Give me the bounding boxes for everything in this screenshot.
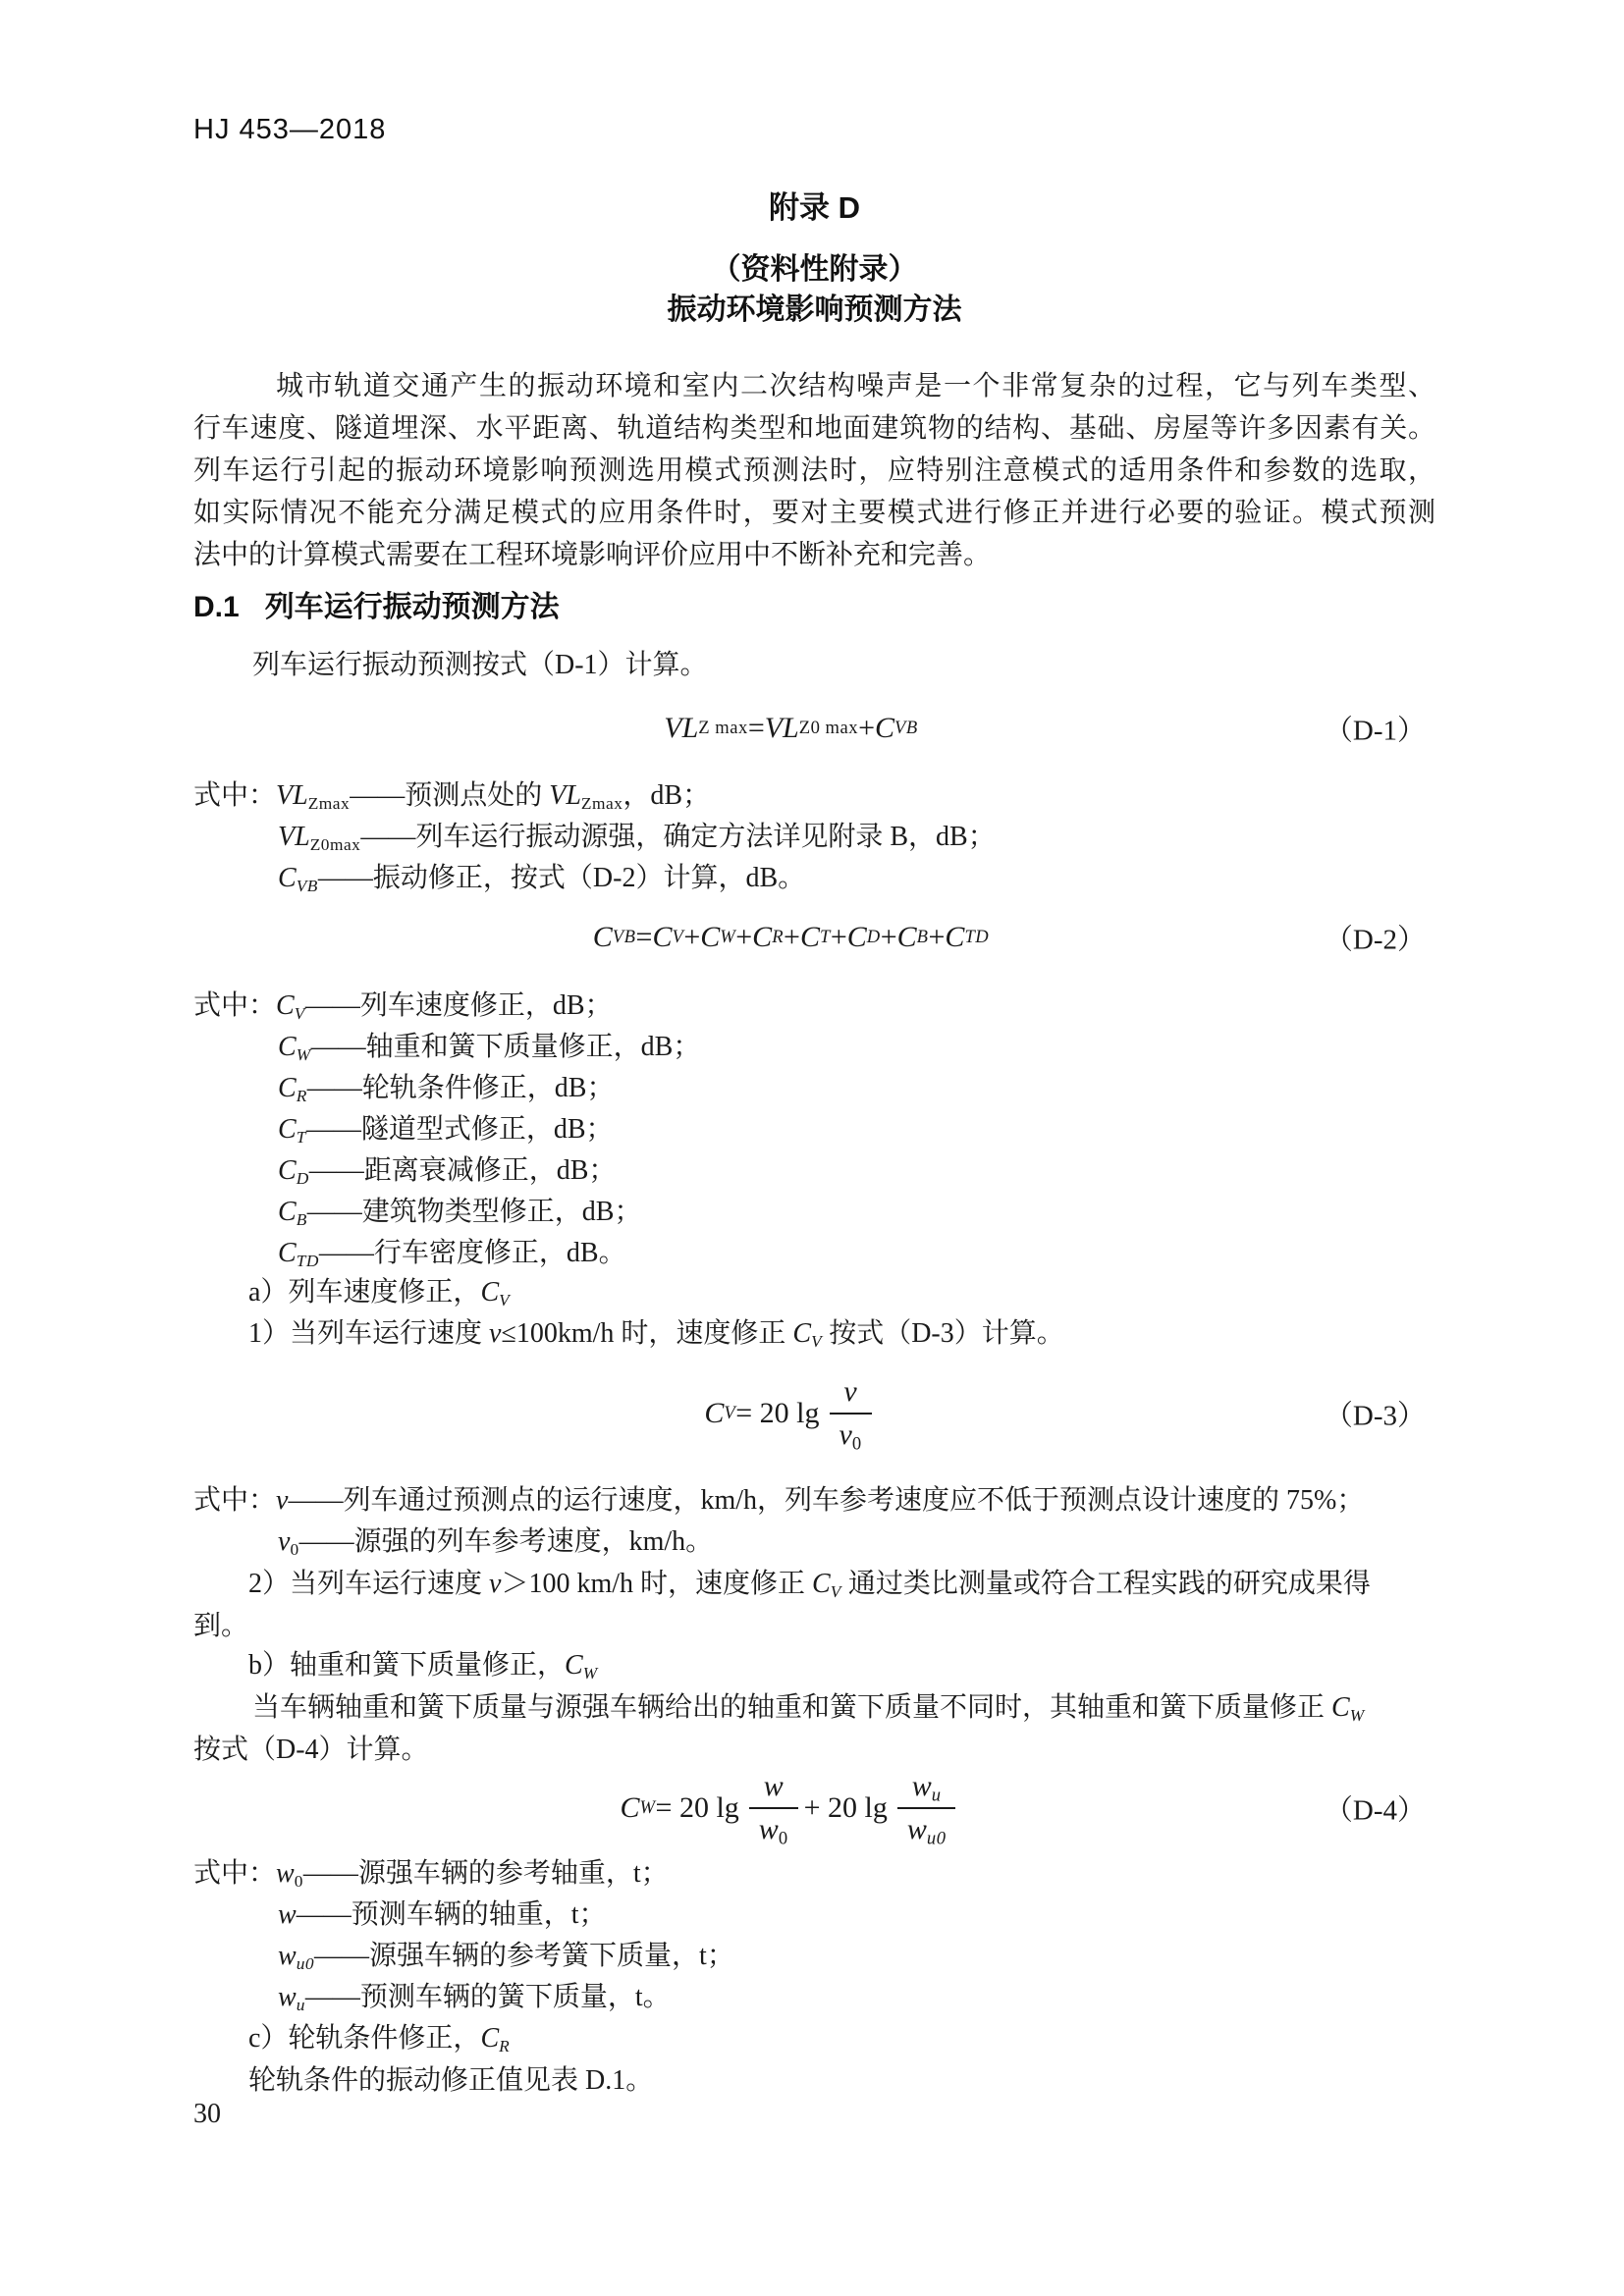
standard-number-header: HJ 453—2018 bbox=[193, 114, 387, 145]
text-segment: 轮轨条件的振动修正值见表 D.1。 bbox=[248, 2065, 654, 2096]
math-symbol: C bbox=[278, 1197, 297, 1227]
intro-line: 列车运行引起的振动环境影响预测选用模式预测法时，应特别注意模式的适用条件和参数的选取， bbox=[193, 455, 1435, 486]
math-symbol: C bbox=[896, 921, 917, 953]
item-b-para-line1 bbox=[193, 1686, 1435, 1729]
math-symbol: C bbox=[846, 921, 867, 953]
text-segment: ——源强车辆的参考簧下质量，t； bbox=[314, 1941, 734, 1971]
equation-number-d1: （D-1） bbox=[1324, 715, 1426, 747]
text-segment: = bbox=[747, 712, 765, 744]
math-fraction bbox=[749, 1770, 798, 1849]
text-segment: + bbox=[830, 921, 847, 953]
math-symbol: w bbox=[758, 1813, 779, 1845]
text-segment: c）轮轨条件修正， bbox=[248, 2023, 481, 2054]
math-subscript: u bbox=[296, 1996, 305, 2015]
definition-line bbox=[193, 1192, 1435, 1233]
definition-line bbox=[193, 858, 1435, 899]
math-symbol: VL bbox=[764, 712, 799, 744]
math-symbol: v bbox=[276, 1485, 289, 1516]
math-symbol: VL bbox=[276, 780, 308, 811]
text-segment: 按式（D-4）计算。 bbox=[193, 1735, 429, 1765]
math-subscript: B bbox=[296, 1210, 307, 1230]
math-symbol: VL bbox=[664, 712, 699, 744]
math-symbol: w bbox=[906, 1813, 927, 1845]
intro-line: 城市轨道交通产生的振动环境和室内二次结构噪声是一个非常复杂的过程，它与列车类型、 bbox=[276, 371, 1435, 401]
math-subscript: T bbox=[296, 1128, 306, 1148]
definition-lead: 式中： bbox=[193, 1485, 277, 1516]
math-symbol: w bbox=[278, 1941, 297, 1971]
definitions-d1 bbox=[193, 775, 1435, 899]
math-symbol: C bbox=[278, 1073, 297, 1103]
math-symbol: v bbox=[843, 1375, 857, 1409]
math-symbol: C bbox=[620, 1791, 640, 1824]
math-symbol: v bbox=[839, 1418, 852, 1451]
text-segment: 1）当列车运行速度 bbox=[248, 1318, 490, 1349]
text-segment: ——行车密度修正，dB。 bbox=[318, 1238, 626, 1268]
definition-line bbox=[193, 1233, 1435, 1274]
item-a-heading bbox=[193, 1272, 1435, 1313]
text-segment: ——预测车辆的簧下质量，t。 bbox=[304, 1982, 671, 2012]
math-subscript: R bbox=[296, 1087, 307, 1106]
definitions-d4 bbox=[193, 1853, 1435, 2018]
text-segment: ——距离衰减修正，dB； bbox=[308, 1155, 617, 1186]
text-segment: + bbox=[880, 921, 897, 953]
page-number: 30 bbox=[193, 2099, 221, 2129]
math-subscript: 0 bbox=[294, 1872, 303, 1892]
fraction-denominator bbox=[897, 1809, 956, 1849]
math-subscript: u bbox=[931, 1785, 942, 1806]
intro-line: 行车速度、隧道埋深、水平距离、轨道结构类型和地面建筑物的结构、基础、房屋等许多因素有关。 bbox=[193, 413, 1435, 444]
text-segment: b）轴重和簧下质量修正， bbox=[248, 1650, 566, 1681]
fraction-denominator bbox=[749, 1809, 798, 1849]
text-segment: ——建筑物类型修正，dB； bbox=[306, 1197, 642, 1227]
definition-line bbox=[193, 1480, 1435, 1522]
math-subscript: R bbox=[499, 2037, 511, 2056]
definition-line bbox=[193, 1109, 1435, 1150]
math-symbol: C bbox=[945, 921, 965, 953]
math-symbol: C bbox=[752, 921, 773, 953]
definition-line bbox=[193, 1977, 1435, 2018]
math-symbol: v bbox=[489, 1569, 502, 1599]
text-segment: + bbox=[683, 921, 701, 953]
definition-line bbox=[193, 817, 1435, 858]
definition-lead: 式中： bbox=[193, 990, 277, 1021]
formula-d1: VL Z max = VL Z0 max + C VB bbox=[664, 712, 918, 744]
math-symbol: C bbox=[278, 863, 297, 893]
formula-d2: C VB = C V + C W + C R + C T + C D + C B + C TD bbox=[592, 921, 990, 953]
item-c-heading bbox=[193, 2018, 1435, 2059]
math-symbol: VL bbox=[549, 780, 581, 811]
text-segment: ＞100 km/h 时，速度修正 bbox=[501, 1569, 813, 1599]
math-symbol: C bbox=[704, 1397, 725, 1429]
formula-d3-block bbox=[193, 1364, 1435, 1463]
math-subscript: D bbox=[296, 1169, 309, 1189]
math-symbol: C bbox=[799, 921, 820, 953]
math-symbol: w bbox=[276, 1858, 295, 1889]
formula-d1-block bbox=[193, 687, 1435, 770]
equation-number-d4: （D-4） bbox=[1324, 1794, 1426, 1827]
fraction-denominator bbox=[830, 1415, 872, 1455]
math-symbol: C bbox=[1331, 1692, 1350, 1723]
math-subscript: V bbox=[811, 1332, 823, 1352]
math-symbol: C bbox=[480, 1277, 500, 1308]
fraction-numerator bbox=[830, 1375, 872, 1415]
math-subscript: Zmax bbox=[580, 794, 623, 814]
math-fraction bbox=[830, 1375, 872, 1455]
math-subscript: 0 bbox=[778, 1828, 788, 1849]
text-segment: ——列车速度修正，dB； bbox=[304, 990, 613, 1021]
section-title: 列车运行振动预测方法 bbox=[264, 591, 560, 623]
definition-line bbox=[193, 775, 1435, 817]
math-symbol: w bbox=[278, 1899, 297, 1930]
math-symbol: C bbox=[278, 1114, 297, 1145]
math-subscript: W bbox=[296, 1045, 311, 1065]
text-segment: + 20 lg bbox=[803, 1791, 888, 1824]
text-segment: 按式（D-3）计算。 bbox=[822, 1318, 1064, 1349]
math-symbol: C bbox=[278, 1032, 297, 1062]
text-segment: a）列车速度修正， bbox=[248, 1277, 481, 1308]
text-segment: ——列车运行振动源强，确定方法详见附录 B，dB； bbox=[360, 822, 996, 852]
text-segment: = 20 lg bbox=[655, 1791, 739, 1824]
math-subscript: Zmax bbox=[307, 794, 351, 814]
definition-line bbox=[193, 1027, 1435, 1068]
definition-line bbox=[193, 1936, 1435, 1977]
text-segment: ——列车通过预测点的运行速度，km/h，列车参考速度应不低于预测点设计速度的 75%； bbox=[288, 1485, 1365, 1516]
math-subscript: Z0max bbox=[309, 835, 361, 855]
text-segment: = bbox=[635, 921, 653, 953]
fraction-numerator bbox=[749, 1770, 798, 1809]
appendix-title: 附录 D bbox=[769, 190, 860, 225]
math-symbol: C bbox=[875, 712, 895, 744]
section-number: D.1 bbox=[193, 591, 240, 623]
math-subscript: TD bbox=[296, 1252, 319, 1271]
math-subscript: u0 bbox=[926, 1828, 947, 1849]
definition-line bbox=[193, 1853, 1435, 1895]
math-subscript: V bbox=[499, 1291, 511, 1310]
text-segment: ——振动修正，按式（D-2）计算，dB。 bbox=[317, 863, 806, 893]
text-segment: ——轮轨条件修正，dB； bbox=[306, 1073, 615, 1103]
math-symbol: C bbox=[592, 921, 613, 953]
definitions-d3 bbox=[193, 1480, 1435, 1563]
intro-paragraph bbox=[193, 365, 1435, 576]
text-segment: + bbox=[784, 921, 800, 953]
definition-line bbox=[193, 1522, 1435, 1563]
math-symbol: C bbox=[792, 1318, 812, 1349]
item-c-para bbox=[193, 2059, 1435, 2102]
math-subscript: 0 bbox=[290, 1540, 299, 1560]
intro-line: 如实际情况不能充分满足模式的应用条件时，要对主要模式进行修正并进行必要的验证。模式预测 bbox=[193, 498, 1435, 528]
text-segment: ≤100km/h 时，速度修正 bbox=[501, 1318, 793, 1349]
math-symbol: C bbox=[652, 921, 673, 953]
math-symbol: C bbox=[278, 1238, 297, 1268]
math-symbol: v bbox=[278, 1526, 291, 1557]
math-symbol: VL bbox=[278, 822, 310, 852]
math-subscript: V bbox=[294, 1004, 305, 1024]
formula-d4-block bbox=[193, 1761, 1435, 1855]
item-b-heading bbox=[193, 1645, 1435, 1686]
text-segment: ，dB； bbox=[623, 780, 711, 811]
text-segment: + bbox=[735, 921, 753, 953]
fraction-numerator bbox=[897, 1770, 956, 1809]
text-segment: + bbox=[858, 712, 875, 744]
text-segment: + bbox=[928, 921, 946, 953]
formula-d3: C V = 20 lg $\frac{v}{v_0}$ bbox=[193, 1364, 1435, 1463]
formula-d2-block bbox=[193, 901, 1435, 974]
appendix-note: （资料性附录） bbox=[711, 253, 918, 286]
math-subscript: V bbox=[830, 1582, 841, 1602]
intro-line: 法中的计算模式需要在工程环境影响评价应用中不断补充和完善。 bbox=[193, 540, 992, 570]
text-segment: ——隧道型式修正，dB； bbox=[305, 1114, 614, 1145]
math-symbol: C bbox=[278, 1155, 297, 1186]
page-content bbox=[193, 0, 1435, 2296]
definition-lead: 式中： bbox=[193, 780, 277, 811]
math-subscript: u0 bbox=[296, 1954, 315, 1974]
math-symbol: w bbox=[911, 1770, 932, 1803]
math-symbol: C bbox=[700, 921, 721, 953]
text-segment: 当车辆轴重和簧下质量与源强车辆给出的轴重和簧下质量不同时，其轴重和簧下质量修正 bbox=[252, 1692, 1332, 1723]
item-a-sub2-line1 bbox=[193, 1563, 1435, 1605]
equation-number-d2: （D-2） bbox=[1324, 924, 1426, 956]
math-symbol: w bbox=[763, 1770, 784, 1803]
math-symbol: C bbox=[812, 1569, 831, 1599]
math-symbol: v bbox=[489, 1318, 502, 1349]
definition-line bbox=[193, 1895, 1435, 1936]
definition-line bbox=[193, 1068, 1435, 1109]
text-segment: 通过类比测量或符合工程实践的研究成果得 bbox=[840, 1569, 1371, 1599]
definition-line bbox=[193, 1150, 1435, 1192]
math-subscript: W bbox=[582, 1664, 598, 1683]
text-segment: 2）当列车运行速度 bbox=[248, 1569, 490, 1599]
math-symbol: C bbox=[480, 2023, 500, 2054]
section-d1-lead: 列车运行振动预测按式（D-1）计算。 bbox=[252, 650, 708, 680]
formula-d4: C W = 20 lg $\frac{w}{w_0}$ + 20 lg $\frac{w_u}{w_{u0}}$ bbox=[193, 1761, 1435, 1855]
equation-number-d3: （D-3） bbox=[1324, 1400, 1426, 1432]
math-fraction bbox=[897, 1770, 956, 1849]
section-d1-heading bbox=[193, 587, 1435, 628]
math-subscript: VB bbox=[296, 877, 318, 896]
item-a-sub2-line2 bbox=[193, 1605, 1435, 1647]
text-segment: ——源强车辆的参考轴重，t； bbox=[302, 1858, 669, 1889]
math-subscript: W bbox=[1349, 1706, 1365, 1726]
math-symbol: C bbox=[276, 990, 295, 1021]
definition-lead: 式中： bbox=[193, 1858, 277, 1889]
text-segment: ——预测点处的 bbox=[350, 780, 550, 811]
text-segment: ——预测车辆的轴重，t； bbox=[296, 1899, 607, 1930]
text-segment: 到。 bbox=[193, 1611, 249, 1641]
text-segment: ——轴重和簧下质量修正，dB； bbox=[310, 1032, 701, 1062]
text-segment: ——源强的列车参考速度，km/h。 bbox=[298, 1526, 714, 1557]
math-symbol: w bbox=[278, 1982, 297, 2012]
appendix-main-title: 振动环境影响预测方法 bbox=[667, 294, 962, 326]
definition-line bbox=[193, 986, 1435, 1027]
math-symbol: C bbox=[565, 1650, 583, 1681]
math-subscript: 0 bbox=[851, 1433, 862, 1455]
item-a-sub1 bbox=[193, 1313, 1435, 1355]
definitions-d2 bbox=[193, 986, 1435, 1274]
text-segment: = 20 lg bbox=[735, 1397, 820, 1429]
